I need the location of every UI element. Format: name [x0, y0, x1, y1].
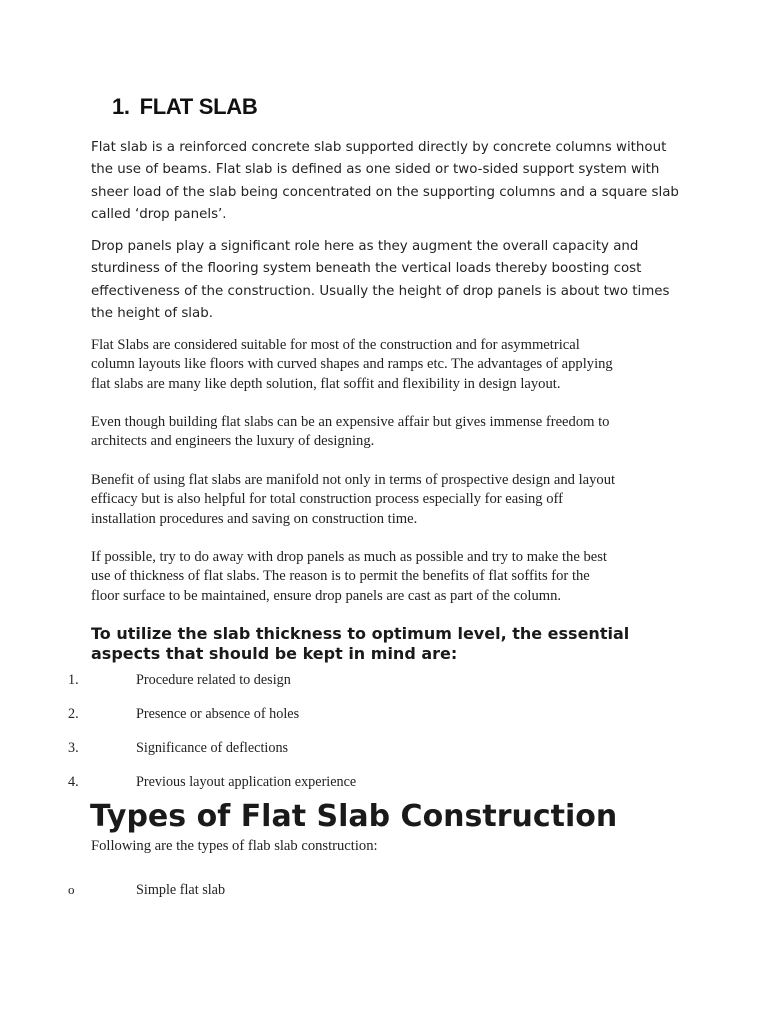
text-line: To utilize the slab thickness to optimum level, the essential	[91, 624, 630, 643]
paragraph-drop-panels	[91, 236, 691, 325]
text-line: Flat slab is a reinforced concrete slab supported directly by concrete columns without	[91, 140, 667, 155]
list-number: 4.	[68, 774, 79, 790]
text-line: aspects that should be kept in mind are:	[91, 644, 458, 663]
list-item-text: Procedure related to design	[136, 672, 291, 688]
list-item-text: Simple flat slab	[136, 882, 226, 898]
paragraph-suitability	[91, 336, 691, 394]
text-line: effectiveness of the construction. Usually the height of drop panels is about two times	[91, 283, 670, 299]
heading-number: 1.	[112, 94, 130, 119]
text-line: Benefit of using flat slabs are manifold not only in terms of prospective design and layout	[91, 472, 616, 488]
text-line: flat slabs are many like depth solution, flat soffit and flexibility in design layout.	[91, 375, 561, 392]
text-line: Even though building flat slabs can be an expensive affair but gives immense freedom to	[91, 414, 610, 430]
text-line: efficacy but is also helpful for total construction process especially for easing off	[91, 491, 563, 508]
types-intro-text: Following are the types of flab slab construction:	[91, 838, 378, 854]
paragraph-drop-panels-advice	[91, 548, 691, 606]
subheading-essential-aspects	[91, 624, 629, 664]
text-line: architects and engineers the luxury of designing.	[91, 433, 375, 450]
text-line: the use of beams. Flat slab is defined as one sided or two-sided support system with	[91, 162, 660, 178]
text-line: column layouts like floors with curved shapes and ramps etc. The advantages of applying	[91, 356, 613, 373]
text-line: installation procedures and saving on construction time.	[91, 510, 418, 527]
section-heading-types: Types of Flat Slab Construction	[90, 799, 618, 834]
list-item-text: Presence or absence of holes	[136, 706, 300, 722]
text-line: floor surface to be maintained, ensure drop panels are cast as part of the column.	[91, 587, 562, 604]
text-line: called ‘drop panels’.	[91, 206, 227, 222]
text-line: If possible, try to do away with drop panels as much as possible and try to make the best	[91, 549, 607, 565]
list-item-text: Significance of deflections	[136, 740, 289, 756]
text-line: sturdiness of the flooring system beneath the vertical loads thereby boosting cost	[91, 261, 642, 277]
text-line: Flat Slabs are considered suitable for most of the construction and for asymmetrical	[91, 337, 580, 353]
text-line: use of thickness of flat slabs. The reason is to permit the benefits of flat soffits for the	[91, 568, 590, 585]
section-heading-flat-slab	[112, 94, 257, 120]
bullet-marker: o	[68, 882, 75, 897]
heading-text: FLAT SLAB	[139, 94, 258, 119]
text-line: the height of slab.	[91, 305, 213, 321]
text-line: sheer load of the slab being concentrated on the supporting columns and a square slab	[91, 184, 679, 200]
list-number: 1.	[68, 672, 79, 688]
paragraph-freedom	[91, 413, 691, 452]
paragraph-definition	[91, 137, 691, 226]
list-number: 2.	[68, 706, 79, 722]
text-line: Drop panels play a significant role here as they augment the overall capacity and	[91, 239, 639, 254]
paragraph-benefits	[91, 471, 691, 529]
list-number: 3.	[68, 740, 79, 756]
list-item-text: Previous layout application experience	[136, 774, 357, 790]
